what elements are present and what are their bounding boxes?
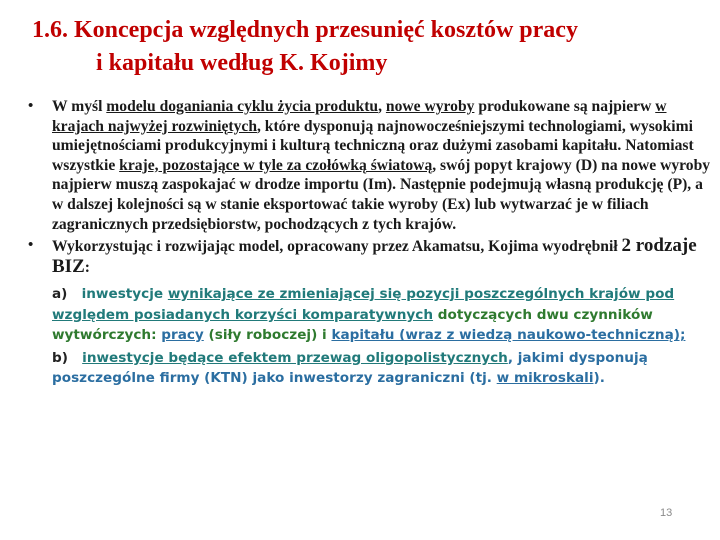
underlined-term: modelu doganiania cyklu życia produktu xyxy=(106,98,379,115)
underlined-term: kraje, pozostające w tyle za czołówką światową xyxy=(119,156,433,174)
underlined-term: kapitału (wraz z wiedzą naukowo-techniczną); xyxy=(331,327,686,344)
bullet-2 xyxy=(28,236,718,277)
slide-title xyxy=(0,14,720,80)
item-b-label: b) xyxy=(52,349,68,366)
item-a xyxy=(28,284,718,346)
page-number: 13 xyxy=(660,507,673,519)
bullet-dot-icon: • xyxy=(28,98,34,114)
item-a-label: a) xyxy=(52,286,68,303)
biz-types-emphasis: 2 rodzaje BIZ xyxy=(52,235,697,277)
text-run: produkowane są najpierw xyxy=(474,98,656,115)
text-run: ). xyxy=(593,370,605,387)
content-area xyxy=(28,97,718,389)
title-line-2: i kapitału według K. Kojimy xyxy=(96,50,388,76)
item-b xyxy=(28,348,718,389)
text-run: W myśl xyxy=(52,98,107,115)
underlined-term: pracy xyxy=(161,327,204,344)
underlined-term: wynikające ze zmieniającej się pozycji poszczególnych krajów pod względem posiadanych korzyści komparatywnych xyxy=(52,286,675,323)
bullet-1 xyxy=(28,97,718,234)
text-run: , xyxy=(378,98,386,115)
text-run: Wykorzystując i rozwijając model, opracowany przez Akamatsu, Kojima wyodrębnił xyxy=(52,238,622,256)
text-run: inwestycje xyxy=(81,286,168,303)
text-run: , które dysponują najnowocześniejszymi technologiami, wysokimi umiejętnościami produkcyjnymi i kulturą techniczną oraz dużymi zasobami kapitału. Natomiast wszystkie xyxy=(52,117,694,174)
underlined-term: w krajach najwyżej rozwiniętych xyxy=(52,98,667,135)
text-run: , jakimi dysponują poszczególne firmy (KTN) jako inwestorzy zagraniczni (tj. xyxy=(52,349,648,387)
title-line-1: 1.6. Koncepcja względnych przesunięć kosztów pracy xyxy=(32,17,578,43)
text-run: dotyczących dwu czynników wytwórczych: xyxy=(52,306,653,344)
text-run: (siły roboczej) i xyxy=(203,327,332,344)
underlined-term: nowe wyroby xyxy=(385,98,475,115)
text-run: : xyxy=(84,258,90,276)
text-run: , swój popyt krajowy (D) na nowe wyroby najpierw muszą zaspokajać w drodze importu (Im). Następnie podejmują własną produkcję (P), a w dalszej kolejności są w stanie eksportować takie wyroby (Ex) lub wytwarzać je w filiach zagranicznych przedsiębiorstw, pochodzących z tych krajów. xyxy=(52,156,711,233)
underlined-term: inwestycje będące efektem przewag oligopolistycznych xyxy=(82,349,508,366)
underlined-term: w mikroskali xyxy=(496,370,594,387)
bullet-dot-icon: • xyxy=(28,237,34,254)
